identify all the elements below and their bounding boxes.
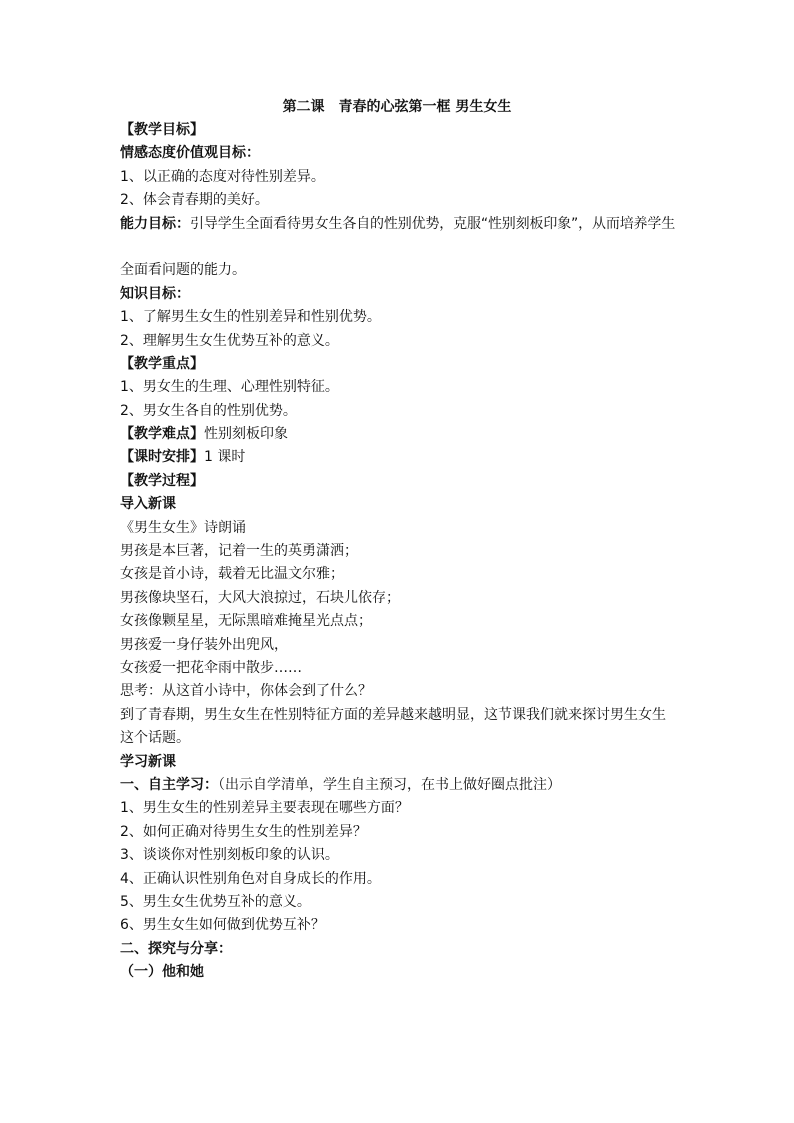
heading-emotion-goals: 情感态度价值观目标：: [120, 145, 260, 162]
text-line: [120, 400, 676, 423]
text-line: [120, 446, 676, 469]
text-line: [120, 563, 676, 586]
poem-line: 女孩像颗星星，无际黑暗难掩星光点点；: [120, 613, 372, 630]
list-item: 2、体会青春期的美好。: [120, 192, 269, 209]
text-line: [120, 657, 676, 680]
poem-line: 女孩是首小诗，载着无比温文尔雅；: [120, 566, 344, 583]
text-line: [120, 493, 676, 516]
heading-difficult-points: 【教学难点】: [120, 426, 204, 443]
list-item: 1、了解男生女生的性别差异和性别优势。: [120, 309, 381, 326]
text-line: [120, 376, 676, 399]
text-line: [120, 166, 676, 189]
text-line: [120, 844, 676, 867]
list-item: 4、正确认识性别角色对自身成长的作用。: [120, 870, 381, 887]
text-line: [120, 213, 676, 236]
list-item: 2、理解男生女生优势互补的意义。: [120, 332, 339, 349]
heading-intro: 导入新课: [120, 496, 176, 513]
heading-he-and-she: （一）他和她: [120, 964, 204, 981]
poem-line: 男孩是本巨著，记着一生的英勇潇洒；: [120, 543, 358, 560]
text-line: [120, 259, 676, 282]
poem-line: 男孩像块坚石，大风大浪掠过，石块儿依存；: [120, 589, 400, 606]
text-line: [120, 680, 676, 703]
paragraph-text: 全面看问题的能力。: [120, 262, 246, 279]
poem-line: 男孩爱一身仔装外出兜风，: [120, 636, 288, 653]
heading-key-points: 【教学重点】: [120, 355, 204, 372]
text-line: [120, 540, 676, 563]
list-item: 6、男生女生如何做到优势互补？: [120, 917, 325, 934]
heading-teaching-process: 【教学过程】: [120, 472, 204, 489]
paragraph-text: 引导学生全面看待男女生各自的性别优势，克服“性别刻板印象”，从而培养学生: [190, 215, 676, 232]
text-line: [120, 868, 676, 891]
text-line: [120, 774, 676, 797]
list-item: 2、男女生各自的性别优势。: [120, 402, 297, 419]
poem-line: 女孩爱一把花伞雨中散步……: [120, 660, 302, 676]
heading-explore-share: 二、探究与分享：: [120, 940, 232, 957]
text-line: [120, 751, 676, 774]
text-line: [120, 961, 676, 984]
text-line: [120, 306, 676, 329]
document-body: [120, 119, 676, 984]
heading-ability-goals: 能力目标：: [120, 215, 190, 232]
text-line: [120, 119, 676, 142]
heading-new-lesson: 学习新课: [120, 753, 176, 770]
text-line: [120, 587, 676, 610]
text-line: [120, 797, 676, 820]
list-item: 1、以正确的态度对待性别差异。: [120, 168, 325, 185]
text-line: [120, 821, 676, 844]
text-line: [120, 610, 676, 633]
list-item: 3、谈谈你对性别刻板印象的认识。: [120, 847, 339, 864]
heading-teaching-goals: 【教学目标】: [120, 122, 204, 138]
text-line: [120, 423, 676, 446]
paragraph-text: （出示自学清单，学生自主预习，在书上做好圈点批注）: [218, 776, 561, 793]
text-line: [120, 470, 676, 493]
text-line: [120, 142, 676, 165]
text-line: [120, 330, 676, 353]
text-line: [120, 938, 676, 961]
text-line: [120, 236, 676, 259]
heading-self-study: 一、自主学习：: [120, 776, 218, 793]
paragraph-text: 到了青春期，男生女生在性别特征方面的差异越来越明显，这节课我们就来探讨男生女生这个话题。: [120, 706, 666, 747]
question-text: 思考：从这首小诗中，你体会到了什么？: [120, 683, 372, 700]
list-item: 1、男女生的生理、心理性别特征。: [120, 379, 339, 396]
text-line: [120, 704, 676, 751]
paragraph-text: 1 课时: [204, 449, 246, 466]
text-line: [120, 517, 676, 540]
poem-title: 《男生女生》诗朗诵: [120, 519, 246, 536]
text-line: [120, 353, 676, 376]
text-line: [120, 189, 676, 212]
heading-schedule: 【课时安排】: [120, 449, 204, 466]
list-item: 1、男生女生的性别差异主要表现在哪些方面？: [120, 800, 409, 817]
paragraph-text: 性别刻板印象: [204, 426, 288, 443]
list-item: 2、如何正确对待男生女生的性别差异？: [120, 823, 367, 840]
text-line: [120, 891, 676, 914]
text-line: [120, 634, 676, 657]
text-line: [120, 283, 676, 306]
document-title: 第二课 青春的心弦第一框 男生女生: [282, 99, 512, 115]
text-line: [120, 914, 676, 937]
list-item: 5、男生女生优势互补的意义。: [120, 893, 311, 910]
heading-knowledge-goals: 知识目标：: [120, 285, 190, 302]
